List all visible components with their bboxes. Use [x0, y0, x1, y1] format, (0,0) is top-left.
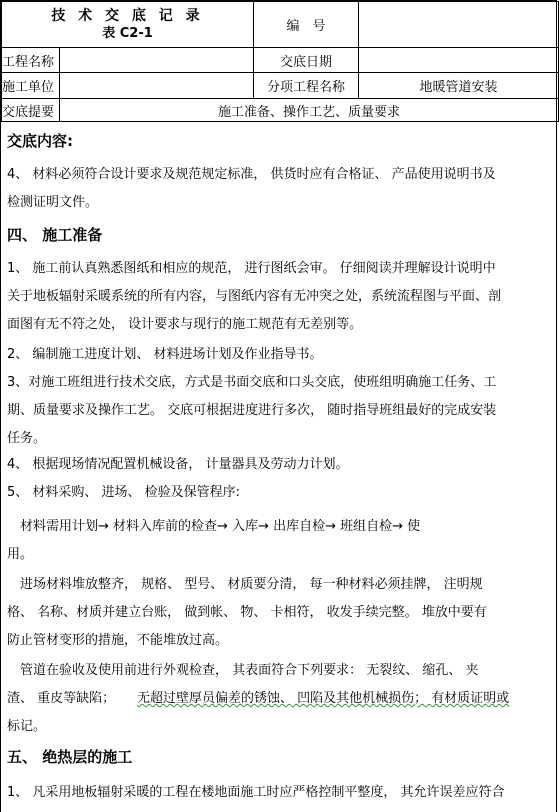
content-line: 3、对施工班组进行技术交底，方式是书面交底和口头交底，使班组明确施工任务、工 — [7, 375, 497, 390]
content-line: 防止管材变形的措施，不能堆放过高。 — [7, 633, 229, 648]
subproject-label: 分项工程名称 — [254, 73, 359, 99]
summary-label: 交底提要 — [2, 99, 60, 122]
content-line: 材料需用计划→ 材料入库前的检查→ 入库→ 出库自检→ 班组自检→ 使 — [7, 519, 421, 534]
content-line: 渣、 重皮等缺陷； — [7, 691, 116, 706]
content-line: 5、 材料采购、 进场、 检验及保管程序: — [7, 485, 241, 500]
subproject-value: 地暖管道安装 — [359, 73, 559, 99]
construction-unit-label: 施工单位 — [2, 73, 60, 99]
number-label: 编 号 — [254, 2, 359, 48]
content-line: 管道在验收及使用前进行外观检查， 其表面符合下列要求： 无裂纹、 缩孔、 夹 — [7, 663, 479, 678]
content-line: 1、 凡采用地板辐射采暖的工程在楼地面施工时应严格控制平整度， 其允许误差应符合 — [7, 785, 505, 800]
content-line: 期、质量要求及操作工艺。 交底可根据进度进行多次， 随时指导班组最好的完成安装 — [7, 403, 497, 418]
content-line: 4、 根据现场情况配置机械设备， 计量器具及劳动力计划。 — [7, 457, 349, 472]
content-line: 检测证明文件。 — [7, 195, 99, 210]
content-line: 1、 施工前认真熟悉图纸和相应的规范， 进行图纸会审。 仔细阅读并理解设计说明中 — [7, 261, 496, 276]
content-line: 2、 编制施工进度计划、 材料进场计划及作业指导书。 — [7, 347, 323, 362]
content-line: 关于地板辐射采暖系统的所有内容，与图纸内容有无冲突之处，系统流程图与平面、剖 — [7, 289, 502, 304]
summary-value: 施工准备、操作工艺、质量要求 — [60, 99, 559, 122]
project-name-value — [60, 48, 254, 73]
section-heading: 四、 施工准备 — [7, 226, 103, 244]
title-sub: 表 C2-1 — [102, 25, 153, 41]
handover-date-label: 交底日期 — [254, 48, 359, 73]
content-line: 标记。 — [7, 719, 47, 734]
construction-unit-value — [60, 73, 254, 99]
content-line: 用。 — [7, 547, 34, 562]
project-name-label: 工程名称 — [2, 48, 60, 73]
section-heading: 五、 绝热层的施工 — [7, 748, 133, 766]
content-line: 任务。 — [7, 431, 47, 446]
record-title — [2, 2, 254, 48]
content-line: 进场材料堆放整齐， 规格、 型号、 材质要分清， 每一种材料必须挂牌， 注明规 — [7, 577, 483, 592]
content-heading: 交底内容: — [7, 132, 73, 150]
header-table — [1, 1, 559, 122]
number-value — [359, 2, 559, 48]
title-main: 技 术 交 底 记 录 — [51, 7, 204, 24]
content-line: 格、 名称、材质并建立台账， 做到帐、 物、 卡相符， 收发手续完整。 堆放中要有 — [7, 605, 487, 620]
handover-date-value — [359, 48, 559, 73]
content-line: 面图有无不符之处， 设计要求与现行的施工规范有无差别等。 — [7, 317, 363, 332]
content-line-marked: 无超过壁厚员偏差的锈蚀、 凹陷及其他机械损伤； 有材质证明或 — [137, 691, 510, 706]
content-line: 4、 材料必须符合设计要求及规范规定标准， 供货时应有合格证、 产品使用说明书及 — [7, 167, 496, 182]
